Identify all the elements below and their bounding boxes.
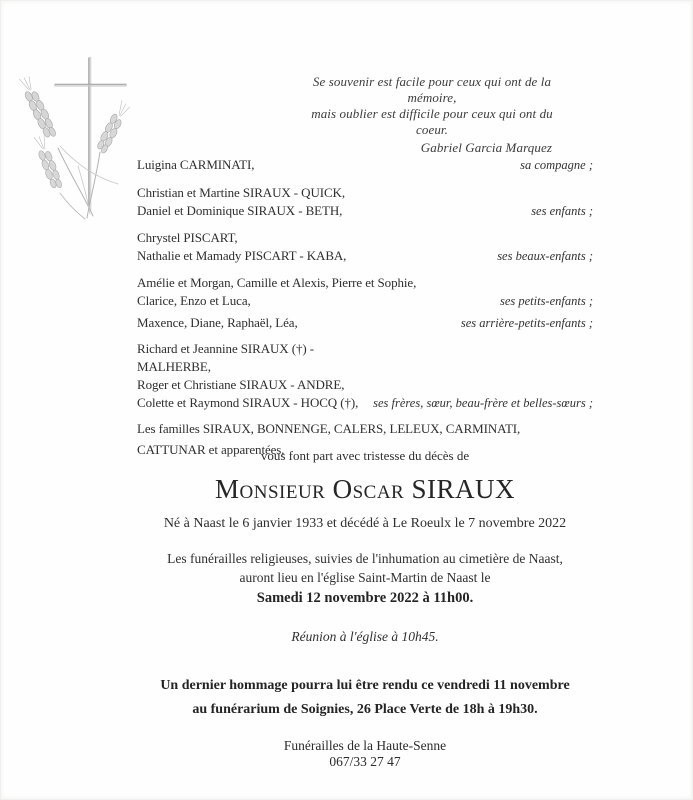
- relative-names: [137, 340, 365, 412]
- cross-and-wheat-illustration: [18, 46, 140, 224]
- relative-name-line: Clarice, Enzo et Luca,: [137, 293, 251, 308]
- church-meeting-line: Réunion à l'église à 10h45.: [291, 629, 439, 644]
- relative-group: [137, 156, 593, 174]
- life-dates: Né à Naast le 6 janvier 1933 et décédé à Le Roeulx le 7 novembre 2022: [163, 516, 567, 531]
- relative-relationship-label: ses frères, sœur, beau-frère et belles-sœurs ;: [373, 396, 593, 410]
- relative-relationship-label: ses petits-enfants ;: [499, 294, 593, 308]
- relative-relationship-label: ses enfants ;: [531, 204, 593, 218]
- relative-name-line: Les familles SIRAUX, BONNENGE, CALERS, LELEUX, CARMINATI,: [137, 421, 521, 436]
- tribute-line-1: Un dernier hommage pourra lui être rendu ce vendredi 11 novembre: [160, 678, 570, 693]
- relative-name-line: Roger et Christiane SIRAUX - ANDRE,: [137, 377, 345, 392]
- quote-line-1: Se souvenir est facile pour ceux qui ont de la mémoire,: [312, 74, 552, 105]
- tribute-line-2: au funérarium de Soignies, 26 Place Verte de 18h à 19h30.: [192, 702, 538, 717]
- funeral-datetime: Samedi 12 novembre 2022 à 11h00.: [256, 590, 474, 606]
- funeral-home-phone: 067/33 27 47: [329, 754, 401, 769]
- relative-group: [137, 274, 593, 310]
- relative-name-line: Colette et Raymond SIRAUX - HOCQ (†),: [137, 395, 359, 410]
- relative-name-line: Daniel et Dominique SIRAUX - BETH,: [137, 203, 343, 218]
- announcement-intro: vous font part avec tristesse du décès de: [260, 448, 470, 463]
- funeral-home-block: [137, 738, 593, 770]
- relative-names: [137, 314, 453, 332]
- relative-relationship-label: ses arrière-petits-enfants ;: [460, 316, 593, 330]
- relative-group: [137, 229, 593, 265]
- relative-name-line: Nathalie et Mamady PISCART - KABA,: [137, 248, 347, 263]
- funeral-line-2: auront lieu en l'église Saint-Martin de Naast le: [239, 570, 491, 585]
- relative-name-line: CATTUNAR et apparentées,: [137, 442, 285, 457]
- relative-group: [137, 184, 593, 220]
- relative-name-line: Richard et Jeannine SIRAUX (†) - MALHERBE,: [137, 341, 314, 374]
- relative-name-line: Amélie et Morgan, Camille et Alexis, Pierre et Sophie,: [137, 275, 417, 290]
- quote-block: [300, 74, 564, 156]
- relative-name-line: Maxence, Diane, Raphaël, Léa,: [137, 315, 298, 330]
- funeral-home-name: Funérailles de la Haute-Senne: [283, 738, 447, 753]
- tribute-block: [137, 674, 593, 722]
- funeral-line-1: Les funérailles religieuses, suivies de l'inhumation au cimetière de Naast,: [167, 551, 563, 566]
- relative-group: [137, 314, 593, 332]
- quote-attribution: Gabriel Garcia Marquez: [420, 140, 552, 155]
- quote-line-2: mais oublier est difficile pour ceux qui ont du coeur.: [311, 106, 553, 137]
- relative-names: [137, 229, 489, 265]
- relative-names: [137, 274, 492, 310]
- deceased-name: Monsieur Oscar SIRAUX: [215, 474, 515, 504]
- funeral-details: [137, 549, 593, 587]
- relative-name-line: Chrystel PISCART,: [137, 230, 238, 245]
- relative-names: [137, 184, 523, 220]
- relative-relationship-label: sa compagne ;: [520, 158, 593, 172]
- relative-name-line: Luigina CARMINATI,: [137, 157, 255, 172]
- relative-name-line: Christian et Martine SIRAUX - QUICK,: [137, 185, 345, 200]
- relative-group: [137, 340, 593, 412]
- relative-names: [137, 156, 512, 174]
- relatives-list: [137, 156, 593, 469]
- relative-relationship-label: ses beaux-enfants ;: [497, 249, 593, 263]
